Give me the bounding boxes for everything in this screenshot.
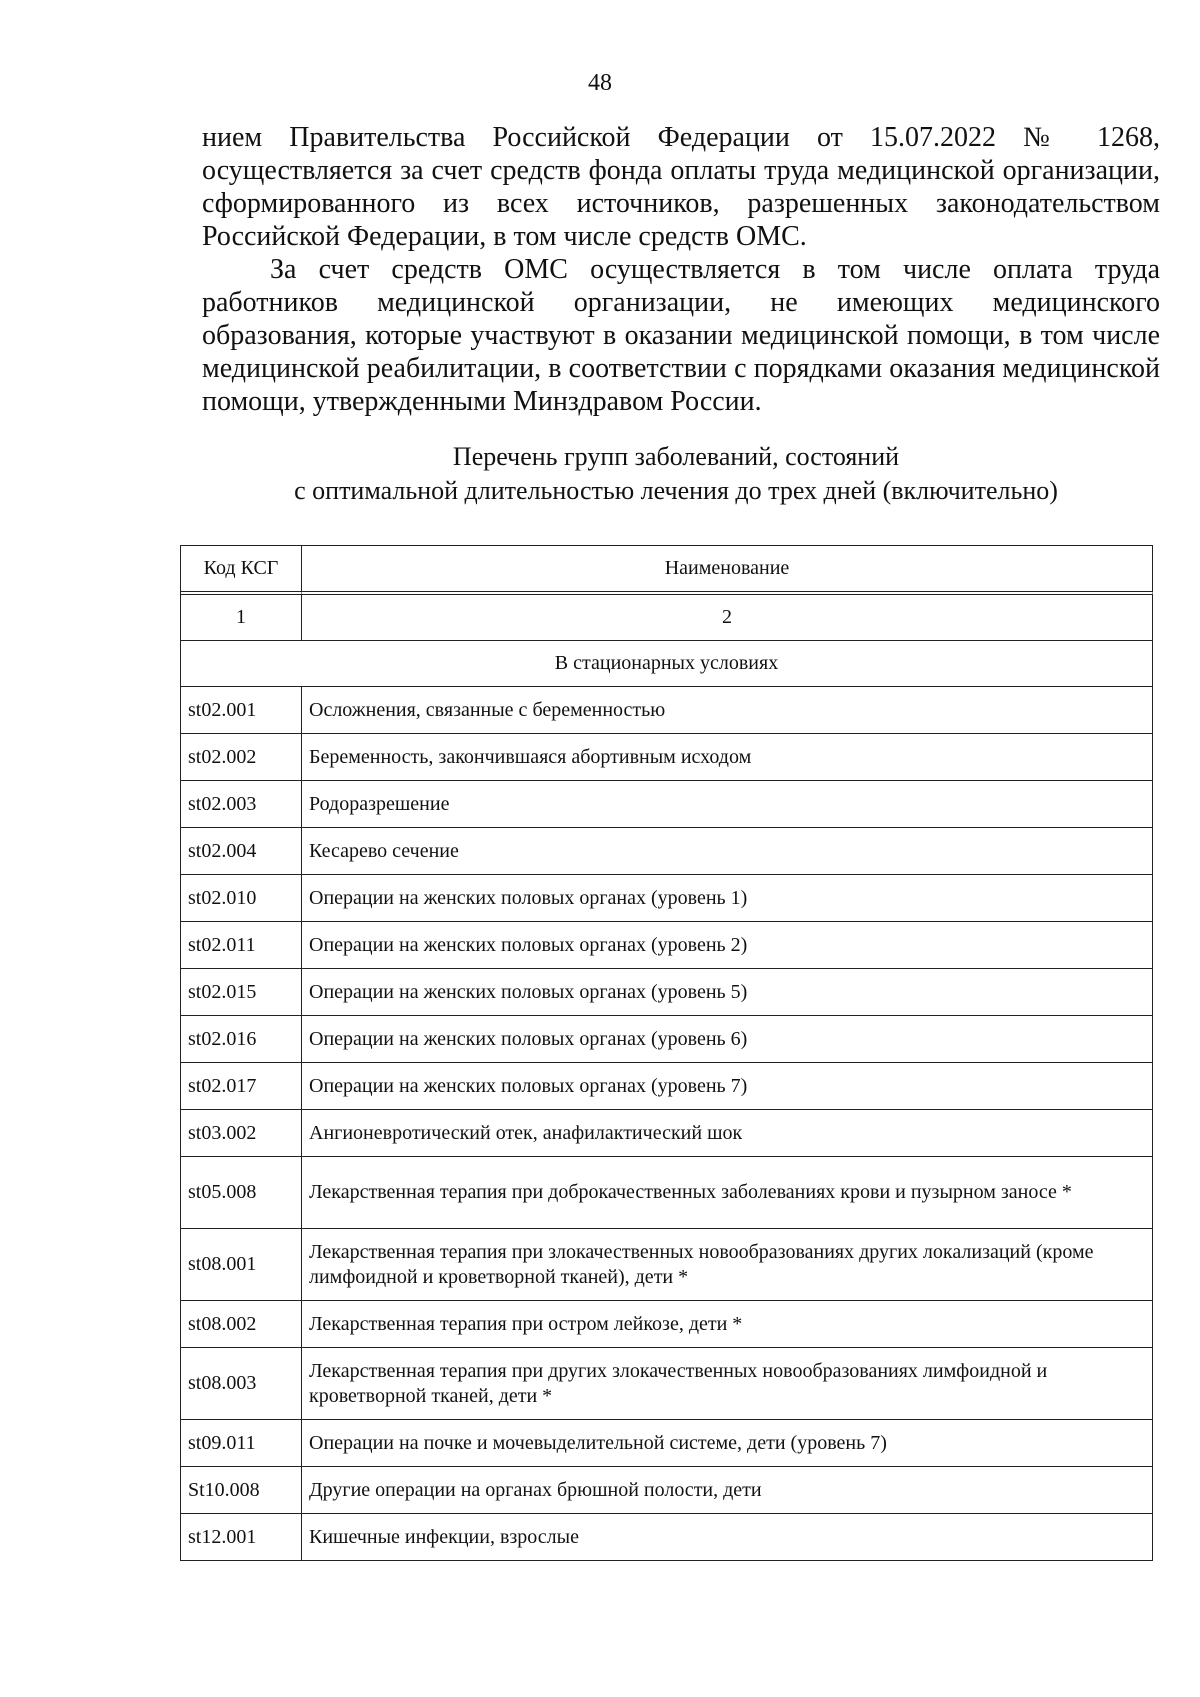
body-text <box>202 121 1160 418</box>
table-row <box>181 1348 1153 1420</box>
ksg-name: Ангионевротический отек, анафилактический шок <box>302 1110 1153 1157</box>
ksg-name: Другие операции на органах брюшной полости, дети <box>302 1467 1153 1514</box>
paragraph: нием Правительства Российской Федерации от 15.07.2022 № 1268, осуществляется за счет средств фонда оплаты труда медицинской организации, сформированного из всех источников, разрешенных законодательством Российской Федерации, в том числе средств ОМС. <box>202 122 1160 252</box>
ksg-name: Кесарево сечение <box>302 828 1153 875</box>
table-row <box>181 734 1153 781</box>
ksg-code: st05.008 <box>181 1157 302 1229</box>
ksg-code: st12.001 <box>181 1514 302 1561</box>
ksg-name: Лекарственная терапия при злокачественных новообразованиях других локализаций (кроме лимфоидной и кроветворной тканей), дети * <box>302 1229 1153 1301</box>
table-row <box>181 1467 1153 1514</box>
ksg-name: Лекарственная терапия при доброкачественных заболеваниях крови и пузырном заносе * <box>302 1157 1153 1229</box>
table-row <box>181 828 1153 875</box>
ksg-name: Лекарственная терапия при остром лейкозе, дети * <box>302 1301 1153 1348</box>
ksg-code: st02.017 <box>181 1063 302 1110</box>
table-row <box>181 1063 1153 1110</box>
table-row <box>181 1420 1153 1467</box>
table-row <box>181 875 1153 922</box>
table-row <box>181 1229 1153 1301</box>
ksg-table <box>180 545 1153 1561</box>
ksg-code: st08.001 <box>181 1229 302 1301</box>
ksg-name: Операции на женских половых органах (уровень 5) <box>302 969 1153 1016</box>
table-row <box>181 781 1153 828</box>
ksg-name: Кишечные инфекции, взрослые <box>302 1514 1153 1561</box>
ksg-code: st03.002 <box>181 1110 302 1157</box>
ksg-code: st02.001 <box>181 687 302 734</box>
header-name: Наименование <box>302 546 1153 595</box>
ksg-name: Операции на женских половых органах (уровень 7) <box>302 1063 1153 1110</box>
ksg-code: st02.003 <box>181 781 302 828</box>
section-title: В стационарных условиях <box>181 641 1153 687</box>
ksg-name: Операции на женских половых органах (уровень 2) <box>302 922 1153 969</box>
ksg-code: st02.015 <box>181 969 302 1016</box>
table-header-row <box>181 546 1153 595</box>
table-row <box>181 1016 1153 1063</box>
ksg-name: Операции на почке и мочевыделительной системе, дети (уровень 7) <box>302 1420 1153 1467</box>
table-row <box>181 1110 1153 1157</box>
table-row <box>181 1301 1153 1348</box>
ksg-code: st02.002 <box>181 734 302 781</box>
section-row <box>181 641 1153 687</box>
ksg-name: Операции на женских половых органах (уровень 1) <box>302 875 1153 922</box>
table-row <box>181 1514 1153 1561</box>
column-number: 2 <box>302 595 1153 641</box>
ksg-name: Родоразрешение <box>302 781 1153 828</box>
ksg-code: St10.008 <box>181 1467 302 1514</box>
ksg-name: Осложнения, связанные с беременностью <box>302 687 1153 734</box>
table-row <box>181 969 1153 1016</box>
ksg-code: st02.011 <box>181 922 302 969</box>
paragraph: За счет средств ОМС осуществляется в том числе оплата труда работников медицинской организации, не имеющих медицинского образования, которые участвуют в оказании медицинской помощи, в том числе медицинской реабилитации, в соответствии с порядками оказания медицинской помощи, утвержденными Минздравом России. <box>202 254 1160 417</box>
page-number: 48 <box>588 70 612 96</box>
ksg-code: st02.010 <box>181 875 302 922</box>
column-number-row <box>181 595 1153 641</box>
ksg-code: st02.004 <box>181 828 302 875</box>
ksg-name: Беременность, закончившаяся абортивным исходом <box>302 734 1153 781</box>
table-caption <box>0 440 1200 508</box>
ksg-code: st02.016 <box>181 1016 302 1063</box>
ksg-code: st08.003 <box>181 1348 302 1420</box>
table-row <box>181 687 1153 734</box>
table-row <box>181 922 1153 969</box>
ksg-code: st09.011 <box>181 1420 302 1467</box>
ksg-code: st08.002 <box>181 1301 302 1348</box>
ksg-name: Лекарственная терапия при других злокачественных новообразованиях лимфоидной и кроветворной тканей, дети * <box>302 1348 1153 1420</box>
table-row <box>181 1157 1153 1229</box>
caption-line: с оптимальной длительностью лечения до трех дней (включительно) <box>294 476 1058 505</box>
column-number: 1 <box>181 595 302 641</box>
ksg-name: Операции на женских половых органах (уровень 6) <box>302 1016 1153 1063</box>
header-code: Код КСГ <box>181 546 302 595</box>
caption-line: Перечень групп заболеваний, состояний <box>452 442 900 471</box>
